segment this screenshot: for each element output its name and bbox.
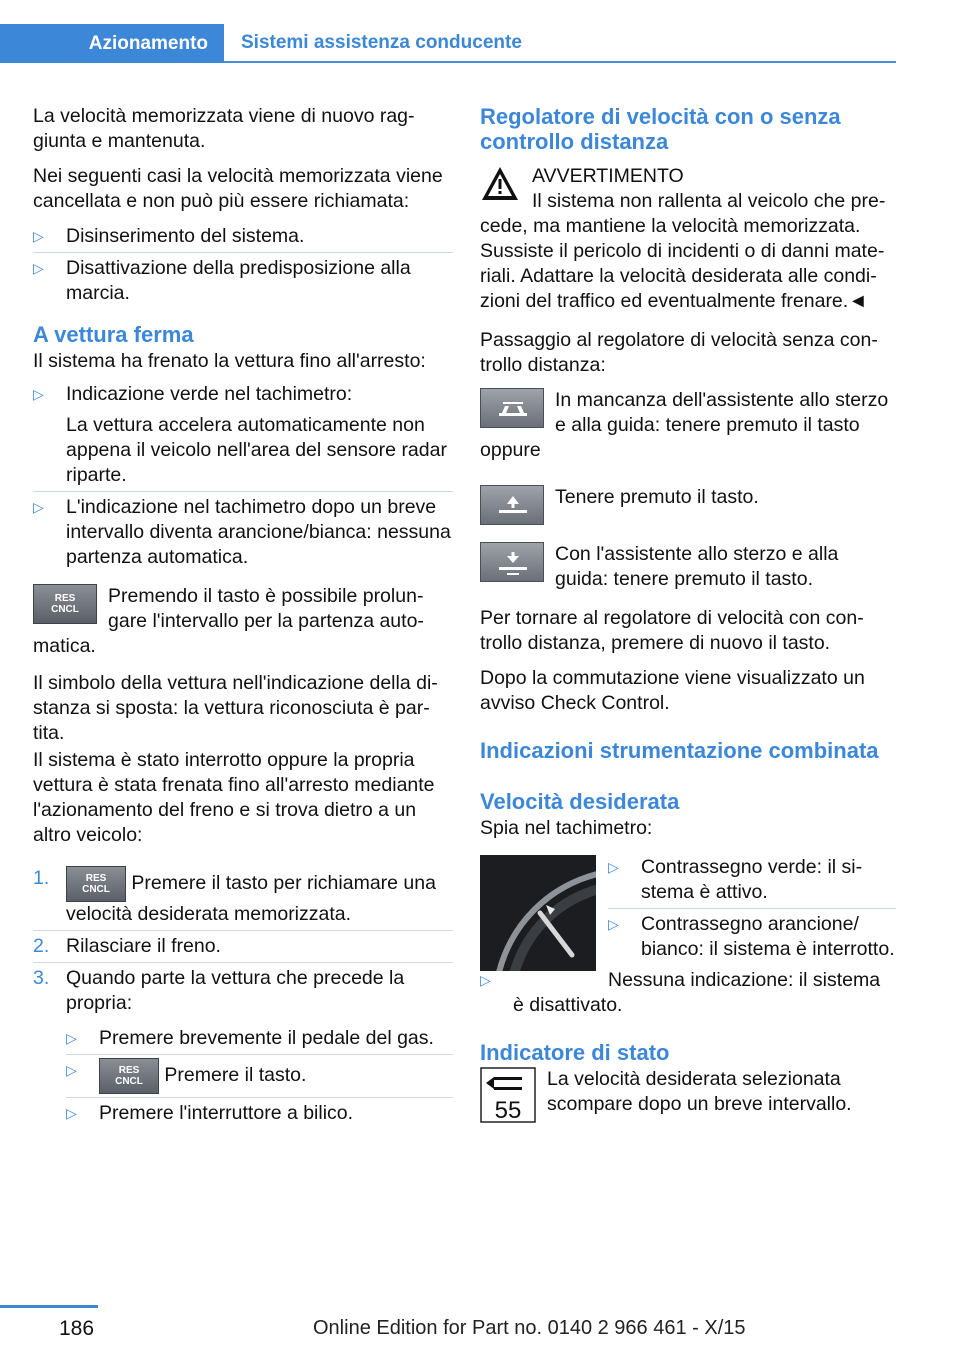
paragraph: Per tornare al regolatore di velocità con controllo distanza, premere di nuovo il tasto.: [480, 607, 864, 654]
cruise-key: [480, 485, 544, 525]
lane-assist-button: [480, 388, 544, 428]
paragraph: Spia nel tachimetro:: [480, 817, 653, 839]
subsection-heading: Velocità desiderata: [480, 789, 680, 814]
warning-title: AVVERTIMENTO: [532, 165, 684, 187]
bullet-list: [480, 968, 896, 1018]
steering-cruise-icon: [481, 543, 545, 583]
paragraph: Nei seguenti casi la velocità memorizzata viene cancellata e non può più essere richiamata:: [33, 165, 443, 212]
cruise-speed-icon: [481, 486, 545, 526]
option-text: Con l'assistente allo sterzo e alla guida: tenere premuto il tasto.: [555, 543, 839, 590]
paragraph: Il sistema è stato interrotto oppure la propria vettura è stata frenata fino all'arresto mediante l'azionamento del freno e si trova dietro a un altro veicolo:: [33, 749, 435, 846]
speedometer-image: [480, 855, 596, 971]
speedometer-dial: [480, 855, 596, 971]
list-item-title: ▷ Indicazione verde nel tachimetro:: [66, 383, 353, 405]
res-cncl-key: RES CNCL: [33, 584, 97, 624]
list-item: ▷ Contrassegno arancione/ bianco: il sistema è interrotto.: [608, 912, 896, 962]
warning-body: Il sistema non rallenta al veicolo che precede, ma mantiene la velocità memorizzata. Sussiste il pericolo di incidenti o di danni materiali. Adattare la velocità desiderata alle condizioni del traffico ed eventualmente frenare.◄: [480, 190, 886, 312]
steering-cruise-button: [480, 542, 544, 582]
step-number: 3.: [33, 967, 50, 989]
right-column: [480, 104, 896, 1133]
paragraph: La velocità desiderata selezionata scompare dopo un breve intervallo.: [547, 1068, 852, 1115]
option-text: In mancanza dell'assistente allo sterzo e alla guida: tenere premuto il tasto: [555, 389, 889, 436]
step-item: [33, 866, 453, 927]
svg-text:55: 55: [494, 1097, 522, 1123]
status-block: [480, 1067, 896, 1133]
step-item: [33, 934, 453, 959]
lane-assist-key: [480, 388, 544, 428]
list-item: ▷ RES CNCL Premere il tasto.: [66, 1058, 453, 1094]
paragraph: La velocità memorizzata viene di nuovo raggiunta e mantenuta.: [33, 105, 415, 152]
gauge-block: [480, 855, 896, 972]
list-item: ▷ L'indicazione nel tachimetro dopo un breve intervallo diventa arancione/bianca: nessuna partenza automatica.: [33, 495, 453, 570]
list-item: ▷ Nessuna indicazione: il sistema è disattivato.: [480, 968, 896, 1018]
list-item: ▷ Premere l'interruttore a bilico.: [66, 1101, 453, 1126]
paragraph: Il sistema ha frenato la vettura fino all'arresto:: [33, 350, 426, 372]
header-tabs: [0, 24, 896, 62]
bullet-list: [33, 382, 453, 570]
list-item-body: La vettura accelera automaticamente non appena il veicolo nell'area del sensore radar riparte.: [66, 414, 447, 486]
footer-rule: [0, 1305, 98, 1308]
step-item: [33, 966, 453, 1126]
step-text: Rilasciare il freno.: [66, 935, 221, 957]
list-item: ▷ Contrassegno verde: il sistema è attivo.: [608, 855, 896, 905]
warning-icon: [480, 164, 520, 204]
res-cncl-icon: [33, 584, 97, 624]
section-heading: Regolatore di velocità con o senza controllo distanza: [480, 104, 841, 154]
speed-limit-icon: [480, 1067, 536, 1123]
section-heading: Indicazioni strumentazione combinata: [480, 738, 879, 763]
step-number: 1.: [33, 867, 50, 889]
option-text: Tenere premuto il tasto.: [555, 486, 759, 508]
steering-cruise-key: [480, 542, 544, 582]
paragraph: Il simbolo della vettura nell'indicazione della distanza si sposta: la vettura riconosciuta è partita.: [33, 672, 438, 744]
edition-note: Online Edition for Part no. 0140 2 966 461 - X/15: [313, 1317, 746, 1339]
step-number: 2.: [33, 935, 50, 957]
res-cncl-block: [33, 584, 453, 659]
page-number: 186: [59, 1317, 95, 1340]
paragraph: Passaggio al regolatore di velocità senza controllo distanza:: [480, 329, 878, 376]
bullet-list: [33, 224, 453, 306]
step-text: Premere il tasto per richiamare una velocità desiderata memorizzata.: [66, 872, 436, 925]
numbered-list: [33, 866, 453, 1126]
sub-bullet-list: [66, 1026, 453, 1126]
option-block: [480, 485, 896, 528]
paragraph: Dopo la commutazione viene visualizzato un avviso Check Control.: [480, 667, 865, 714]
cruise-button: [480, 485, 544, 525]
subsection-heading: Indicatore di stato: [480, 1040, 670, 1065]
list-item: ▷ Premere brevemente il pedale del gas.: [66, 1026, 453, 1051]
lane-assist-icon: [481, 389, 545, 429]
left-column: [33, 104, 453, 1136]
option-or: oppure: [480, 439, 541, 461]
list-item: [33, 382, 453, 488]
tab-sistemi-assistenza[interactable]: Sistemi assistenza conducente: [241, 32, 522, 53]
list-item: ▷ Disattivazione della predisposizione alla marcia.: [33, 256, 453, 306]
res-cncl-key: RES CNCL: [66, 866, 126, 902]
step-text: Quando parte la vettura che precede la propria:: [66, 967, 405, 1014]
res-cncl-key: ▷ RES CNCL: [99, 1058, 159, 1094]
option-block: [480, 388, 896, 463]
bullet-list: [608, 855, 896, 962]
warning-block: [480, 164, 896, 314]
section-heading: A vettura ferma: [33, 322, 194, 347]
paragraph: Premendo il tasto è possibile prolungare l'intervallo per la partenza automatica.: [33, 585, 424, 657]
status-indicator: [480, 1067, 536, 1130]
option-block: [480, 542, 896, 592]
tab-azionamento[interactable]: Azionamento: [0, 24, 224, 63]
list-item: ▷ Disinserimento del sistema.: [33, 224, 453, 249]
